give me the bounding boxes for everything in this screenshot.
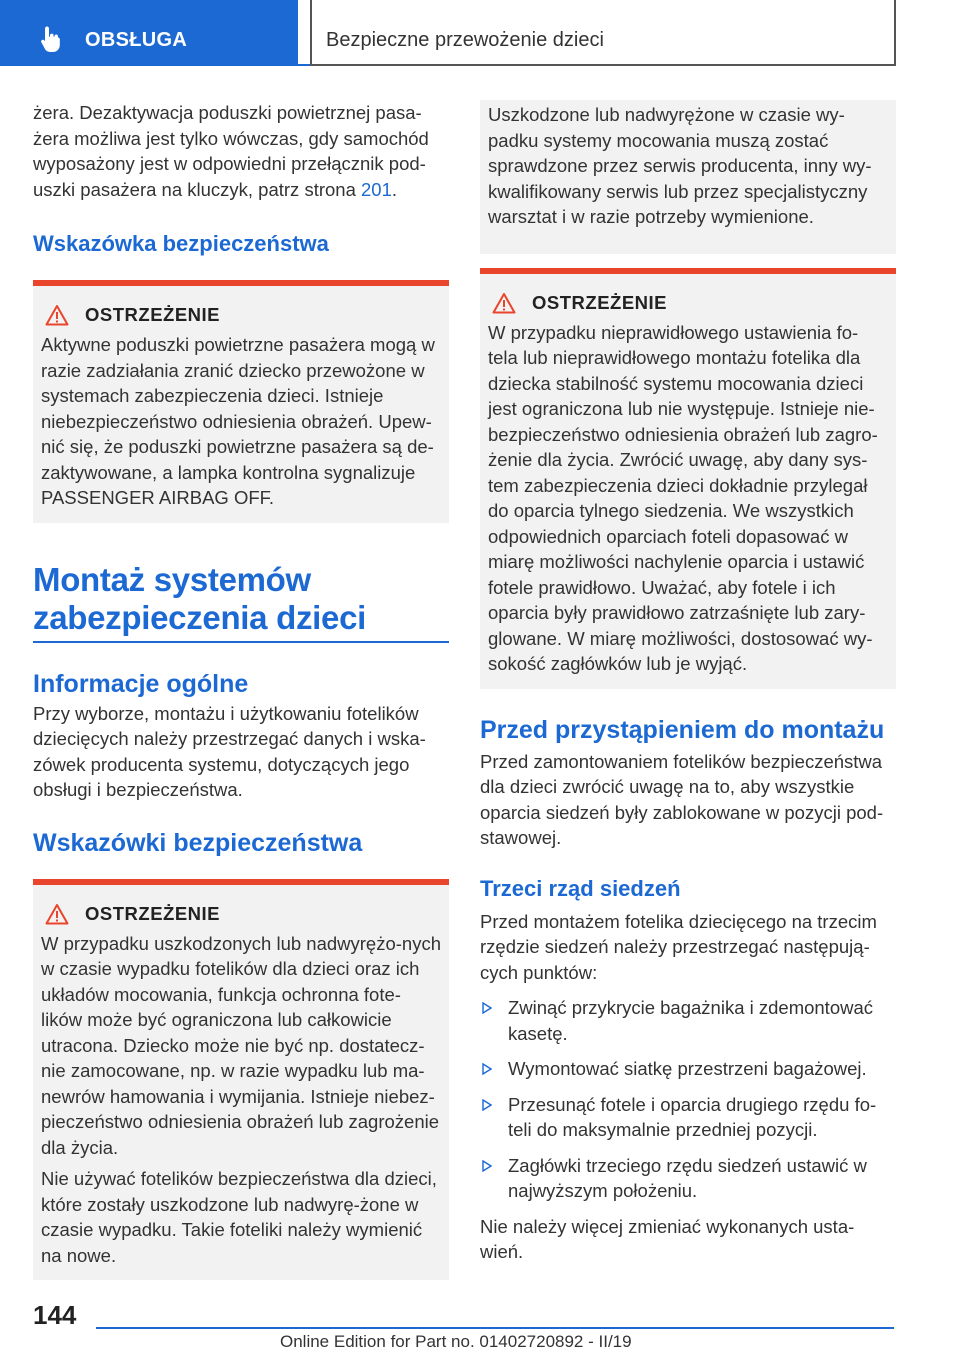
general-heading: Informacje ogólne	[33, 669, 249, 698]
section-tab-label: OBSŁUGA	[85, 29, 188, 51]
warning-triangle-icon	[492, 292, 516, 314]
header-right-border	[894, 0, 896, 66]
warning-text: W przypadku uszkodzonych lub nadwyrężo-nych w czasie wypadku fotelików dla dzieci oraz ich układów mocowania, funkcja ochronna fote-lików może być ograniczona lub całkowicie utracona. Dziecko może nie być np. dostatecz-nie zamocowane, np. w razie wypadku lub ma-newrów hamowania i wymijania. Istnieje niebez-pieczeństwo odniesienia obrażeń lub zagrożenie dla życia.	[41, 932, 441, 1158]
warning-triangle-icon	[45, 304, 69, 326]
header-rule	[298, 64, 310, 66]
general-paragraph: Przy wyborze, montażu i użytkowaniu fotelików dziecięcych należy przestrzegać danych i wska-zówek producenta systemu, dotyczących jego obsługi i bezpieczeństwa.	[33, 702, 426, 800]
warning-box	[480, 268, 896, 689]
warning-header	[488, 292, 888, 314]
list-item-text: Wymontować siatkę przestrzeni bagażowej.	[508, 1058, 867, 1079]
triangle-bullet-icon	[482, 1160, 492, 1172]
page-header	[0, 0, 960, 66]
safety-tip-heading: Wskazówka bezpieczeństwa	[33, 231, 329, 256]
warning-title: OSTRZEŻENIE	[85, 902, 221, 924]
list-item	[480, 1056, 896, 1082]
page-title: Bezpieczne przewożenie dzieci	[326, 29, 604, 51]
list-item	[480, 1092, 896, 1143]
third-row-heading: Trzeci rząd siedzeń	[480, 875, 681, 901]
warning-header	[41, 304, 441, 326]
edition-text: Online Edition for Part no. 01402720892 - II/19	[280, 1332, 632, 1351]
before-assembly-paragraph: Przed zamontowaniem fotelików bezpieczeństwa dla dzieci zwrócić uwagę na to, aby wszystkie oparcia siedzeń były zablokowane w pozycji pod-stawowej.	[480, 750, 884, 848]
third-row-paragraph: Przed montażem fotelika dziecięcego na trzecim rzędzie siedzeń należy przestrzegać następują-cych punktów:	[480, 910, 877, 983]
step-list	[480, 995, 896, 1204]
warning-text: Aktywne poduszki powietrzne pasażera mogą w razie zadziałania zranić dziecko przewożone w systemach zabezpieczenia dzieci. Istnieje niebezpieczeństwo odniesienia obrażeń. Upew-nić się, że poduszki powietrzne pasażera są de-zaktywowane, a lampka kontrolna sygnalizuje PASSENGER AIRBAG OFF.	[41, 334, 435, 508]
warning-text: Nie używać fotelików bezpieczeństwa dla dzieci, które zostały uszkodzone lub nadwyrę-żone w czasie wypadku. Takie foteliki należy wymienić na nowe.	[41, 1168, 437, 1266]
hand-pointer-icon	[40, 25, 62, 52]
triangle-bullet-icon	[482, 1099, 492, 1111]
section-tab	[0, 0, 298, 66]
triangle-bullet-icon	[482, 1063, 492, 1075]
before-assembly-heading: Przed przystąpieniem do montażu	[480, 715, 885, 744]
list-item	[480, 1153, 896, 1204]
warning-text: W przypadku nieprawidłowego ustawienia fo-tela lub nieprawidłowego montażu fotelika dla dziecka stabilność systemu mocowania dzieci jest ograniczona lub nie występuje. Istnieje nie-bezpieczeństwo odniesienia obrażeń lub zagro-żenie dla życia. Zwrócić uwagę, aby dany sys-tem zabezpieczenia dzieci dokładnie przylegał do oparcia tylnego siedzenia. We wszystkich odpowiednich oparciach foteli dopasować w miarę możliwości nachylenie oparcia i ustawić fotele prawidłowo. Uważać, aby fotele i ich oparcia były prawidłowo zatrzaśnięte lub zary-glowane. W miarę możliwości, dostosować wy-sokość zagłówków lub je wyjąć.	[488, 321, 878, 674]
chapter-title: Montaż systemów zabezpieczenia dzieci	[33, 560, 366, 636]
warning-box	[33, 280, 449, 523]
continued-warning-box	[480, 100, 896, 254]
list-item-text: Zwinąć przykrycie bagażnika i zdemontować kasetę.	[508, 997, 874, 1044]
warning-box	[33, 879, 449, 1281]
right-column	[480, 100, 896, 1265]
page-link[interactable]: 201	[361, 178, 392, 200]
intro-paragraph	[33, 100, 449, 202]
continued-warning-text: Uszkodzone lub nadwyrężone w czasie wy-padku systemy mocowania muszą zostać sprawdzone przez serwis producenta, inny wy-kwalifikowany serwis lub przez specjalistyczny warsztat i w razie potrzeby wymienione.	[488, 104, 872, 227]
intro-end: .	[391, 178, 398, 200]
page-number: 144	[33, 1300, 77, 1330]
triangle-bullet-icon	[482, 1002, 492, 1014]
warning-triangle-icon	[45, 903, 69, 925]
header-bottom-border	[312, 64, 896, 66]
footer-rule	[96, 1327, 894, 1329]
closing-paragraph: Nie należy więcej zmieniać wykonanych usta-wień.	[480, 1215, 855, 1262]
list-item-text: Zagłówki trzeciego rzędu siedzeń ustawić w najwyższym położeniu.	[508, 1154, 867, 1201]
chapter-rule	[33, 641, 449, 643]
intro-text: żera. Dezaktywacja poduszki powietrznej pasa-żera możliwa jest tylko wówczas, gdy samochód wyposażony jest w odpowiedni przełącznik pod-uszki pasażera na kluczyk, patrz strona	[33, 102, 429, 200]
left-column	[33, 100, 449, 1280]
list-item	[480, 995, 896, 1046]
warning-header	[41, 903, 441, 925]
list-item-text: Przesunąć fotele i oparcia drugiego rzędu fo-teli do maksymalnie przedniej pozycji.	[508, 1093, 877, 1140]
header-divider	[310, 0, 312, 66]
warning-title: OSTRZEŻENIE	[85, 304, 221, 325]
safety-tips-heading: Wskazówki bezpieczeństwa	[33, 828, 363, 857]
warning-title: OSTRZEŻENIE	[532, 291, 668, 313]
